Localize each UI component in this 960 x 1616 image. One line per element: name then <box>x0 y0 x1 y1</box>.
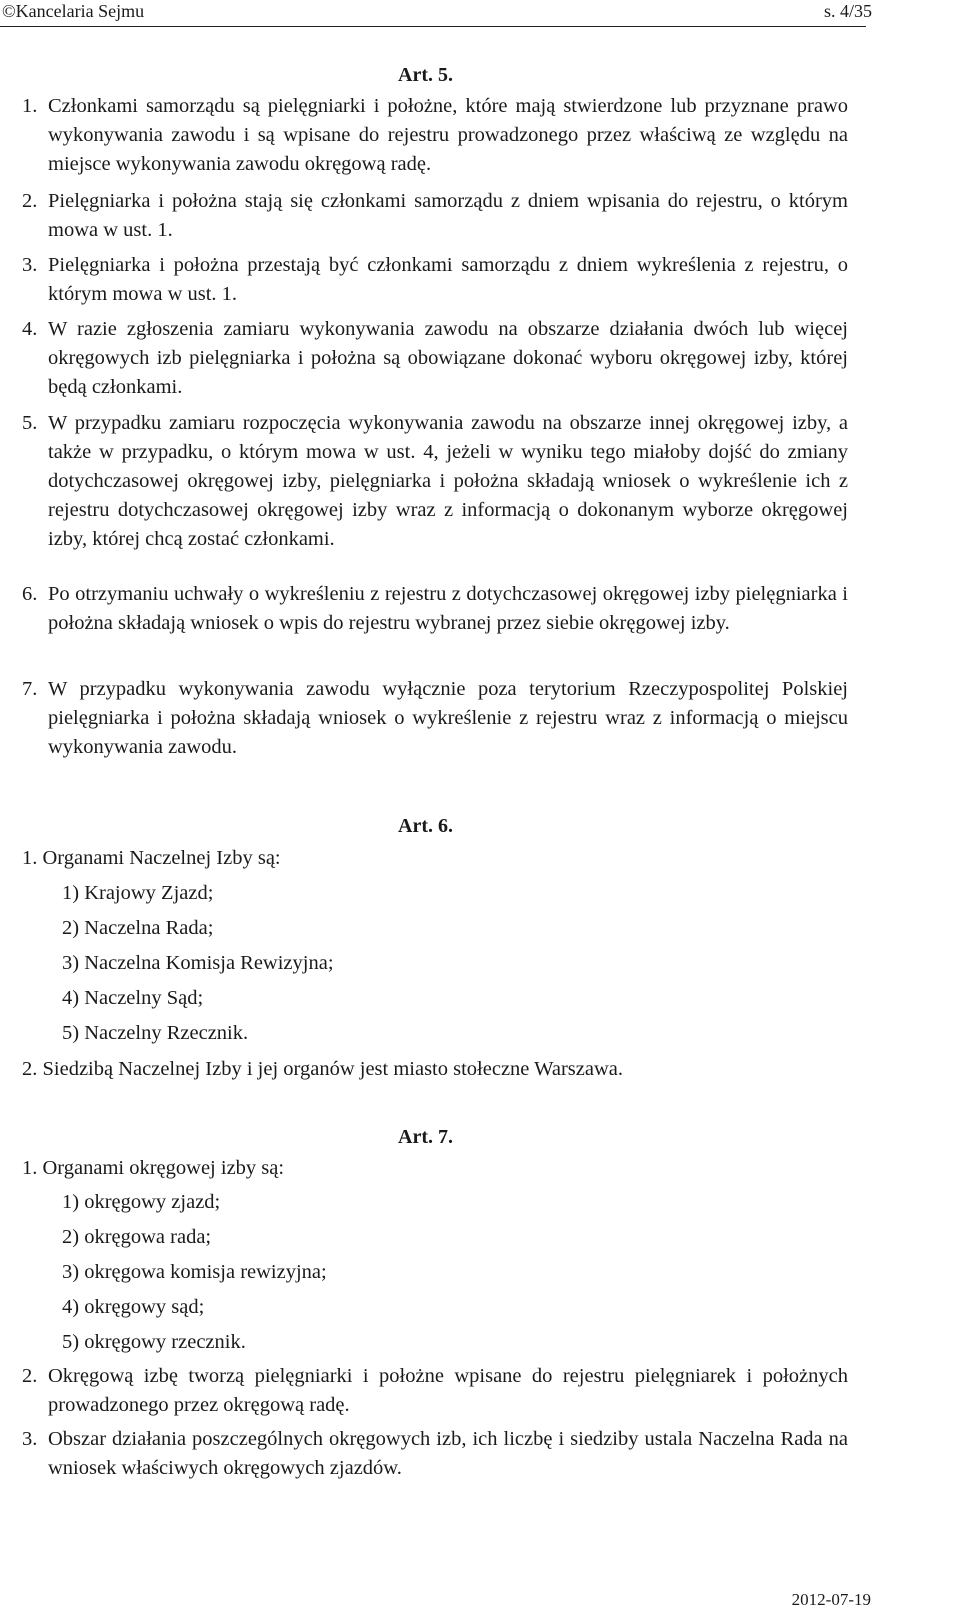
art6-para-2: 2. Siedzibą Naczelnej Izby i jej organów jest miasto stołeczne Warszawa. <box>22 1058 623 1080</box>
para-text: Po otrzymaniu uchwały o wykreśleniu z rejestru z dotychczasowej okręgowej izby pielęgniarka i położna składają wniosek o wpis do rejestru wybranej przez siebie okręgowej izby. <box>48 583 848 634</box>
para-text: W przypadku zamiaru rozpoczęcia wykonywania zawodu na obszarze innej okręgowej izby, a także w przypadku, o którym mowa w ust. 4, jeżeli w wyniku tego miałoby dojść do zmiany dotychczasowej okręgowej izby, pielęgniarka i położna składają wniosek o wykreślenie ich z rejestru dotychczasowej okręgowej izby wraz z informacją o dokonanym wyborze okręgowej izby, której chcą zostać członkami. <box>48 412 848 550</box>
para-number: 3. <box>22 1428 38 1450</box>
art7-item: 4) okręgowy sąd; <box>62 1296 205 1318</box>
art6-item: 3) Naczelna Komisja Rewizyjna; <box>62 952 334 974</box>
publisher-label: ©Kancelaria Sejmu <box>2 1 145 21</box>
para-text: Pielęgniarka i położna przestają być członkami samorządu z dniem wykreślenia z rejestru, o którym mowa w ust. 1. <box>48 254 848 305</box>
art7-intro: 1. Organami okręgowej izby są: <box>22 1157 285 1179</box>
para-text: Obszar działania poszczególnych okręgowych izb, ich liczbę i siedziby ustala Naczelna Rada na wniosek właściwych okręgowych zjazdów. <box>48 1428 848 1479</box>
art6-item: 2) Naczelna Rada; <box>62 917 214 939</box>
art6-item: 1) Krajowy Zjazd; <box>62 882 214 904</box>
para-text: W razie zgłoszenia zamiaru wykonywania zawodu na obszarze działania dwóch lub więcej okręgowych izb pielęgniarka i położna są obowiązane dokonać wyboru okręgowej izby, której będą członkami. <box>48 318 848 398</box>
para-number: 6. <box>22 583 38 605</box>
para-text: Okręgową izbę tworzą pielęgniarki i położne wpisane do rejestru pielęgniarek i położnych prowadzonego przez okręgową radę. <box>48 1365 848 1416</box>
para-number: 2. <box>22 1365 38 1387</box>
art6-item: 4) Naczelny Sąd; <box>62 987 204 1009</box>
art7-para-3 <box>22 1425 848 1483</box>
header-rule <box>0 26 866 27</box>
para-text: Członkami samorządu są pielęgniarki i położne, które mają stwierdzone lub przyznane prawo wykonywania zawodu i są wpisane do rejestru prowadzonego przez właściwą ze względu na miejsce wykonywania zawodu okręgową radę. <box>48 95 848 175</box>
art5-para-3 <box>22 251 848 309</box>
para-number: 2. <box>22 190 38 212</box>
page-header <box>0 0 960 26</box>
art6-item: 5) Naczelny Rzecznik. <box>62 1022 249 1044</box>
art5-para-7 <box>22 675 848 762</box>
art7-item: 2) okręgowa rada; <box>62 1226 212 1248</box>
para-text: Pielęgniarka i położna stają się członkami samorządu z dniem wpisania do rejestru, o którym mowa w ust. 1. <box>48 190 848 241</box>
art5-title: Art. 5. <box>398 64 453 86</box>
para-number: 7. <box>22 678 38 700</box>
art5-para-6 <box>22 580 848 638</box>
art5-para-5 <box>22 409 848 554</box>
art7-para-2 <box>22 1362 848 1420</box>
para-number: 3. <box>22 254 38 276</box>
art7-title: Art. 7. <box>398 1126 453 1148</box>
art7-item: 1) okręgowy zjazd; <box>62 1191 221 1213</box>
art7-item: 3) okręgowa komisja rewizyjna; <box>62 1261 327 1283</box>
para-number: 1. <box>22 95 38 117</box>
footer-date: 2012-07-19 <box>791 1590 871 1609</box>
para-text: W przypadku wykonywania zawodu wyłącznie poza terytorium Rzeczypospolitej Polskiej pielęgniarka i położna składają wniosek o wykreślenie z rejestru wraz z informacją o miejscu wykonywania zawodu. <box>48 678 848 758</box>
art7-item: 5) okręgowy rzecznik. <box>62 1331 246 1353</box>
para-number: 4. <box>22 318 38 340</box>
art5-para-2 <box>22 187 848 245</box>
page-number: s. 4/35 <box>823 1 872 21</box>
para-number: 5. <box>22 412 38 434</box>
art5-para-4 <box>22 315 848 402</box>
art6-intro: 1. Organami Naczelnej Izby są: <box>22 847 281 869</box>
art6-title: Art. 6. <box>398 815 453 837</box>
art5-para-1 <box>22 92 848 179</box>
